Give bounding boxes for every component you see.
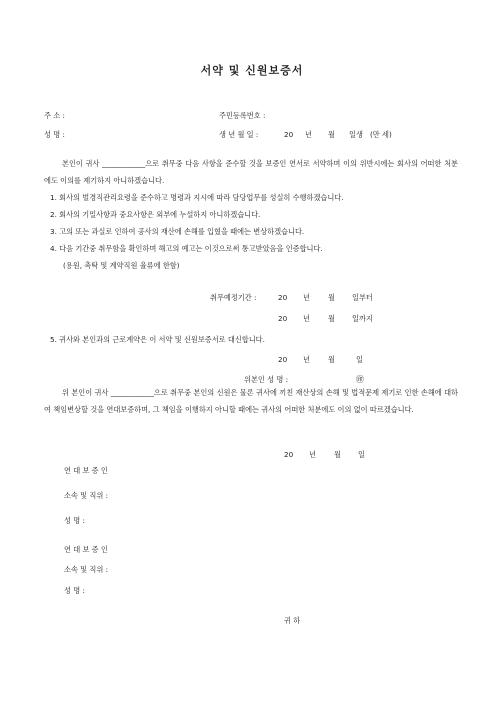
period-to-year-unit: 년 xyxy=(303,314,310,323)
item-3: 3. 고의 또는 과실로 인하여 공사의 재산에 손해를 입혔을 때에는 변상하겠습니다. xyxy=(50,227,305,236)
recipient-line: 귀 하 xyxy=(284,616,301,625)
item-1: 1. 회사의 벌경직관리요령을 준수하고 명령과 지시에 따라 담당업무를 성실히 수행하겠습니다. xyxy=(50,193,344,202)
period-to-year: 20 xyxy=(278,314,288,323)
period-to-month-unit: 월 xyxy=(328,314,335,323)
period-from-year: 20 xyxy=(278,293,288,302)
item-2: 2. 회사의 기밀사항과 중요사항은 외부에 누설하지 아니하겠습니다. xyxy=(50,210,261,219)
birth-month-unit: 월 xyxy=(328,130,335,139)
guarantee-paragraph: 위 본인이 귀사 ____________으로 취무중 본인의 신원은 물론 귀사에 끼친 재산상의 손해 및 법적문제 제기로 인한 손해에 대하여 책임변상할 것을 연대보증하며, 그 책임을 이행하지 아니할 때에는 귀사의 어떠한 처분에도 이의 없이 따르겠습니다. xyxy=(44,388,458,414)
address-label: 주 소 : xyxy=(44,111,65,120)
date1-day-unit: 일 xyxy=(356,355,363,364)
seal-mark: ㊞ xyxy=(356,375,364,384)
intro-paragraph: 본인이 귀사 ____________으로 취무중 다음 사항을 준수할 것을 보증인 연서로 서약하며 이의 위반시에는 회사의 어떠한 처분에도 이의를 제기하지 아니하겠습니다. xyxy=(44,159,458,185)
birth-date-label: 생 년 월 일 : xyxy=(219,130,259,139)
period-from-year-unit: 년 xyxy=(303,293,310,302)
guarantor-1-position-label: 소속 및 직위 : xyxy=(64,491,108,500)
date2-month-unit: 월 xyxy=(334,450,341,459)
date1-month-unit: 월 xyxy=(328,355,335,364)
date1-year-unit: 년 xyxy=(303,355,310,364)
guarantor-1-name-label: 성 명 : xyxy=(64,516,85,525)
signer-name-label: 위본인 성 명 : xyxy=(244,375,288,384)
guarantor-2-position-label: 소속 및 직위 : xyxy=(64,565,108,574)
period-to-suffix: 일까지 xyxy=(352,314,373,323)
birth-day-unit: 일생 xyxy=(349,130,363,139)
guarantor-2-name-label: 성 명 : xyxy=(64,586,85,595)
item-4-note: (용원, 촉탁 및 계약직원 율류에 한함) xyxy=(63,261,180,270)
period-label: 취무예정기간 : xyxy=(210,293,257,302)
birth-year-unit: 년 xyxy=(305,130,312,139)
date1-year: 20 xyxy=(278,355,288,364)
birth-year: 20 xyxy=(284,130,294,139)
date2-year-unit: 년 xyxy=(309,450,316,459)
date2-year: 20 xyxy=(284,450,294,459)
item-5: 5. 귀사와 본인과의 근로계약은 이 서약 및 신원보증서로 대신합니다. xyxy=(50,335,265,344)
date2-day-unit: 일 xyxy=(358,450,365,459)
registration-number-label: 주민등록번호 : xyxy=(219,111,266,120)
name-label: 성 명 : xyxy=(44,130,65,139)
period-from-month-unit: 월 xyxy=(328,293,335,302)
item-4: 4. 다음 기간중 취무함을 확인하며 해고의 예고는 이것으로써 통고받았음을 인증합니다. xyxy=(50,244,323,253)
period-from-suffix: 일부터 xyxy=(352,293,373,302)
guarantor-1-title: 연 대 보 증 인 xyxy=(64,466,108,475)
document-title: 서약 및 신원보증서 xyxy=(200,64,304,77)
age-field: (만 세) xyxy=(370,130,392,139)
guarantor-2-title: 연 대 보 증 인 xyxy=(64,545,108,554)
